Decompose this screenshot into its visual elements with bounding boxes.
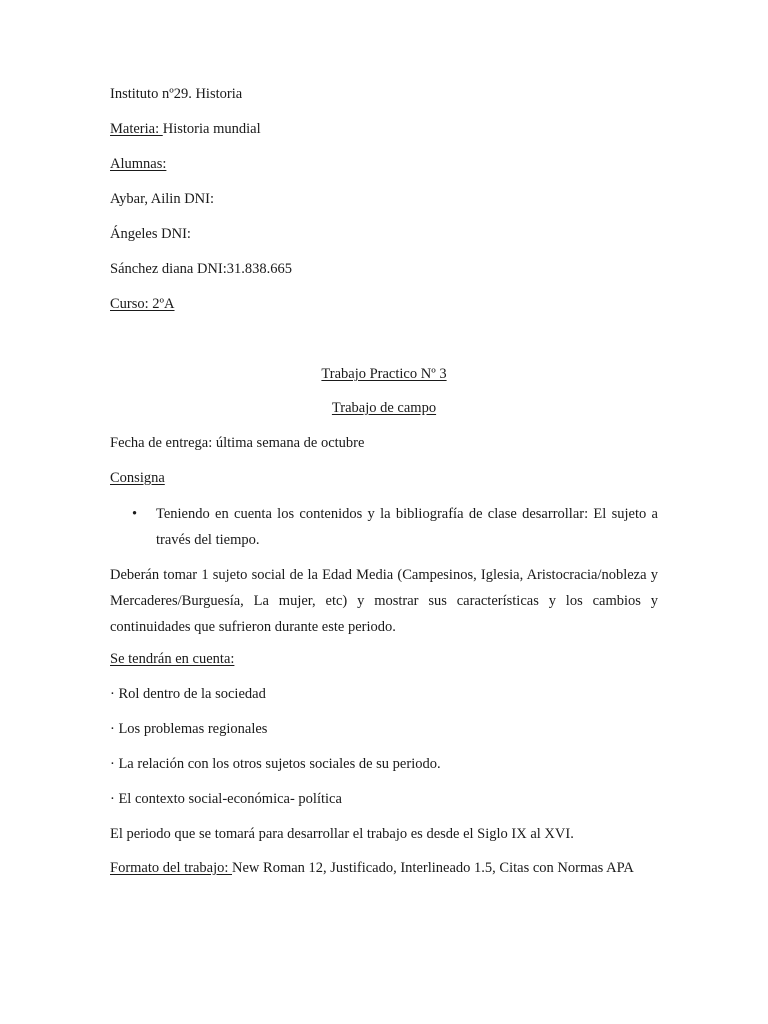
criteria-item-4: · El contexto social-económica- política bbox=[110, 791, 342, 807]
subtitle bbox=[110, 398, 658, 418]
paragraph: Deberán tomar 1 sujeto social de la Edad Media (Campesinos, Iglesia, Aristocracia/nobleza y Mercaderes/Burguesía, La mujer, etc) y mostrar sus características y los cambios y continuidades que sufrieron durante este periodo. bbox=[110, 567, 658, 635]
criteria-item-3: · La relación con los otros sujetos sociales de su periodo. bbox=[110, 756, 441, 772]
bullet-dot-icon: • bbox=[132, 506, 138, 522]
subtitle-text: Trabajo de campo bbox=[331, 400, 437, 416]
fecha-line: Fecha de entrega: última semana de octubre bbox=[110, 435, 365, 451]
criteria-item-1: · Rol dentro de la sociedad bbox=[110, 686, 266, 702]
alumnas-label: Alumnas: bbox=[110, 156, 167, 172]
bullet-text: Teniendo en cuenta los contenidos y la bibliografía de clase desarrollar: El sujeto a través del tiempo. bbox=[156, 506, 658, 548]
tener-label: Se tendrán en cuenta: bbox=[110, 651, 235, 667]
formato-value: New Roman 12, Justificado, Interlineado 1.5, Citas con Normas APA bbox=[232, 860, 634, 876]
tp-title-text: Trabajo Practico Nº 3 bbox=[321, 366, 447, 382]
formato-label: Formato del trabajo: bbox=[110, 860, 233, 876]
student-1: Aybar, Ailin DNI: bbox=[110, 191, 215, 207]
student-3: Sánchez diana DNI:31.838.665 bbox=[110, 261, 293, 277]
periodo-line: El periodo que se tomará para desarrollar el trabajo es desde el Siglo IX al XVI. bbox=[110, 826, 574, 842]
consigna-label: Consigna bbox=[110, 470, 165, 486]
curso-line: Curso: 2ºA bbox=[110, 296, 175, 312]
tp-title bbox=[110, 364, 658, 384]
student-2: Ángeles DNI: bbox=[110, 226, 191, 242]
formato-paragraph bbox=[110, 855, 658, 881]
institute-line: Instituto nº29. Historia bbox=[110, 86, 243, 102]
materia-label: Materia: bbox=[110, 121, 163, 137]
materia-value: Historia mundial bbox=[162, 121, 261, 137]
materia-line bbox=[110, 119, 261, 139]
criteria-item-2: · Los problemas regionales bbox=[110, 721, 268, 737]
